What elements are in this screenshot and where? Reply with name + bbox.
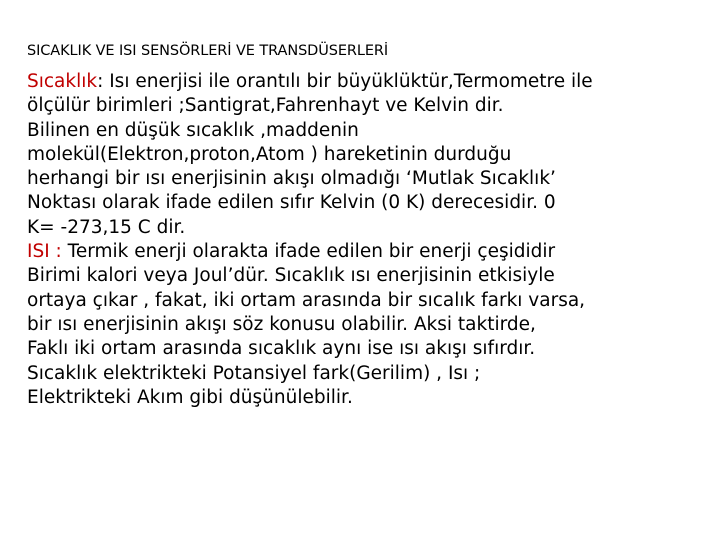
paragraph-line: Elektrikteki Akım gibi düşünülebilir.	[27, 386, 353, 408]
paragraph-line: Noktası olarak ifade edilen sıfır Kelvin (0 K) derecesidir. 0	[27, 192, 556, 214]
paragraph-sicaklik	[27, 70, 707, 119]
paragraph-line: Faklı iki ortam arasında sıcaklık aynı ise ısı akışı sıfırdır.	[27, 338, 536, 360]
paragraph-text: : Isı enerjisi ile orantılı bir büyüklüktür,Termometre ile	[97, 71, 593, 92]
paragraph-isi	[27, 240, 707, 410]
page-title: SICAKLIK VE ISI SENSÖRLERİ VE TRANSDÜSERLERİ	[27, 43, 389, 59]
paragraph-line: herhangi bir ısı enerjisinin akışı olmadığı ‘Mutlak Sıcaklık’	[27, 168, 556, 190]
paragraph-mutlak-sicaklik	[27, 119, 707, 240]
paragraph-text: Termik enerji olarakta ifade edilen bir enerji çeşididir	[61, 241, 556, 263]
keyword-label: ISI :	[27, 241, 62, 263]
paragraph-line: Birimi kalori veya Joul’dür. Sıcaklık ısı enerjisinin etkisiyle	[27, 265, 555, 287]
paragraph-line: ölçülür birimleri ;Santigrat,Fahrenhayt ve Kelvin dir.	[27, 95, 504, 117]
paragraph-line: molekül(Elektron,proton,Atom ) hareketinin durduğu	[27, 143, 512, 165]
paragraph-line	[27, 240, 707, 264]
paragraph-line	[27, 70, 707, 94]
keyword-label: Sıcaklık	[27, 71, 98, 92]
paragraph-line: Sıcaklık elektrikteki Potansiyel fark(Gerilim) , Isı ;	[27, 362, 481, 384]
paragraph-line: Bilinen en düşük sıcaklık ,maddenin	[27, 119, 359, 141]
paragraph-line: K= -273,15 C dir.	[27, 216, 186, 238]
paragraph-line: ortaya çıkar , fakat, iki ortam arasında bir sıcalık farkı varsa,	[27, 289, 586, 311]
paragraph-line: bir ısı enerjisinin akışı söz konusu olabilir. Aksi taktirde,	[27, 313, 536, 335]
slide-body	[27, 70, 707, 410]
